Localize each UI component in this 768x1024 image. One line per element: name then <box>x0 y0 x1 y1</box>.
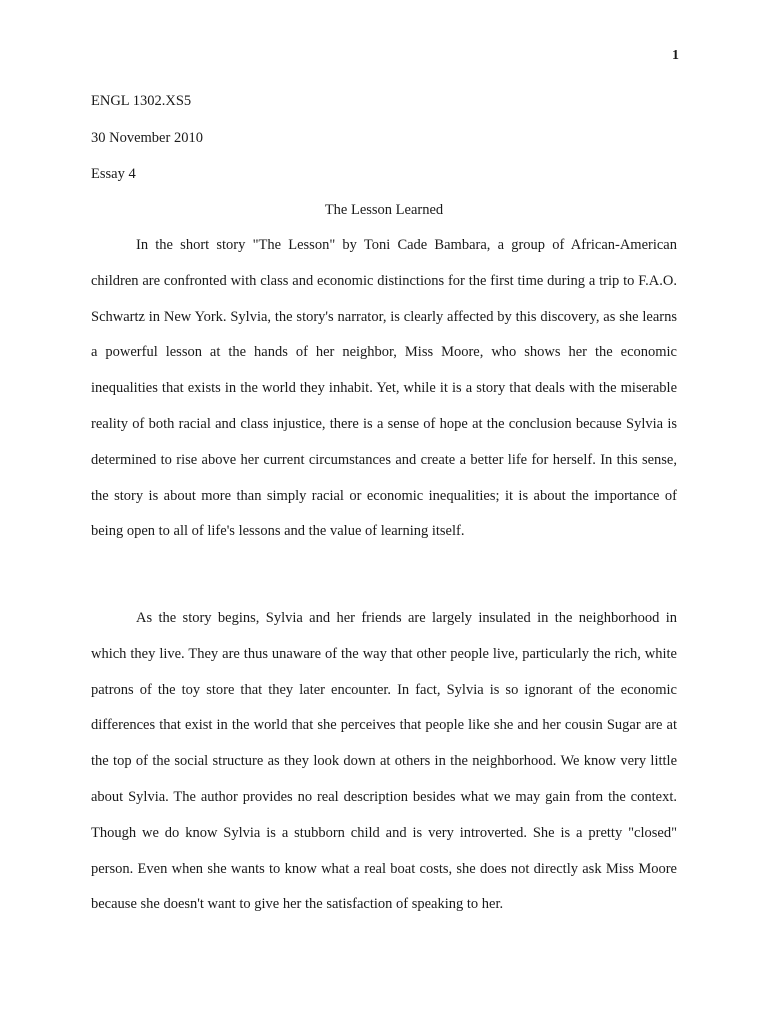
body-paragraph: As the story begins, Sylvia and her friends are largely insulated in the neighborhood in which they live. They are thus unaware of the way that other people live, particularly the rich, white patrons of the toy store that they later encounter. In fact, Sylvia is so ignorant of the economic differences that exist in the world that she perceives that people like she and her cousin Sugar are at the top of the social structure as they look down at others in the neighborhood. We know very little about Sylvia. The author provides no real description besides what we may gain from the context. Though we do know Sylvia is a stubborn child and is very introverted. She is a pretty "closed" person. Even when she wants to know what a real boat costs, she does not directly ask Miss Moore because she doesn't want to give her the satisfaction of speaking to her. <box>91 610 677 913</box>
page-number: 1 <box>672 48 679 63</box>
assignment-line: Essay 4 <box>91 166 136 182</box>
body-paragraph: In the short story "The Lesson" by Toni Cade Bambara, a group of African-American children are confronted with class and economic distinctions for the first time during a trip to F.A.O. Schwartz in New York. Sylvia, the story's narrator, is clearly affected by this discovery, as she learns a powerful lesson at the hands of her neighbor, Miss Moore, who shows her the economic inequalities that exists in the world they inhabit. Yet, while it is a story that deals with the miserable reality of both racial and class injustice, there is a sense of hope at the conclusion because Sylvia is determined to rise above her current circumstances and create a better life for herself. In this sense, the story is about more than simply racial or economic inequalities; it is about the importance of being open to all of life's lessons and the value of learning itself. <box>91 237 677 540</box>
essay-title: The Lesson Learned <box>324 202 444 218</box>
date-line: 30 November 2010 <box>91 130 203 146</box>
course-line: ENGL 1302.XS5 <box>91 93 192 109</box>
